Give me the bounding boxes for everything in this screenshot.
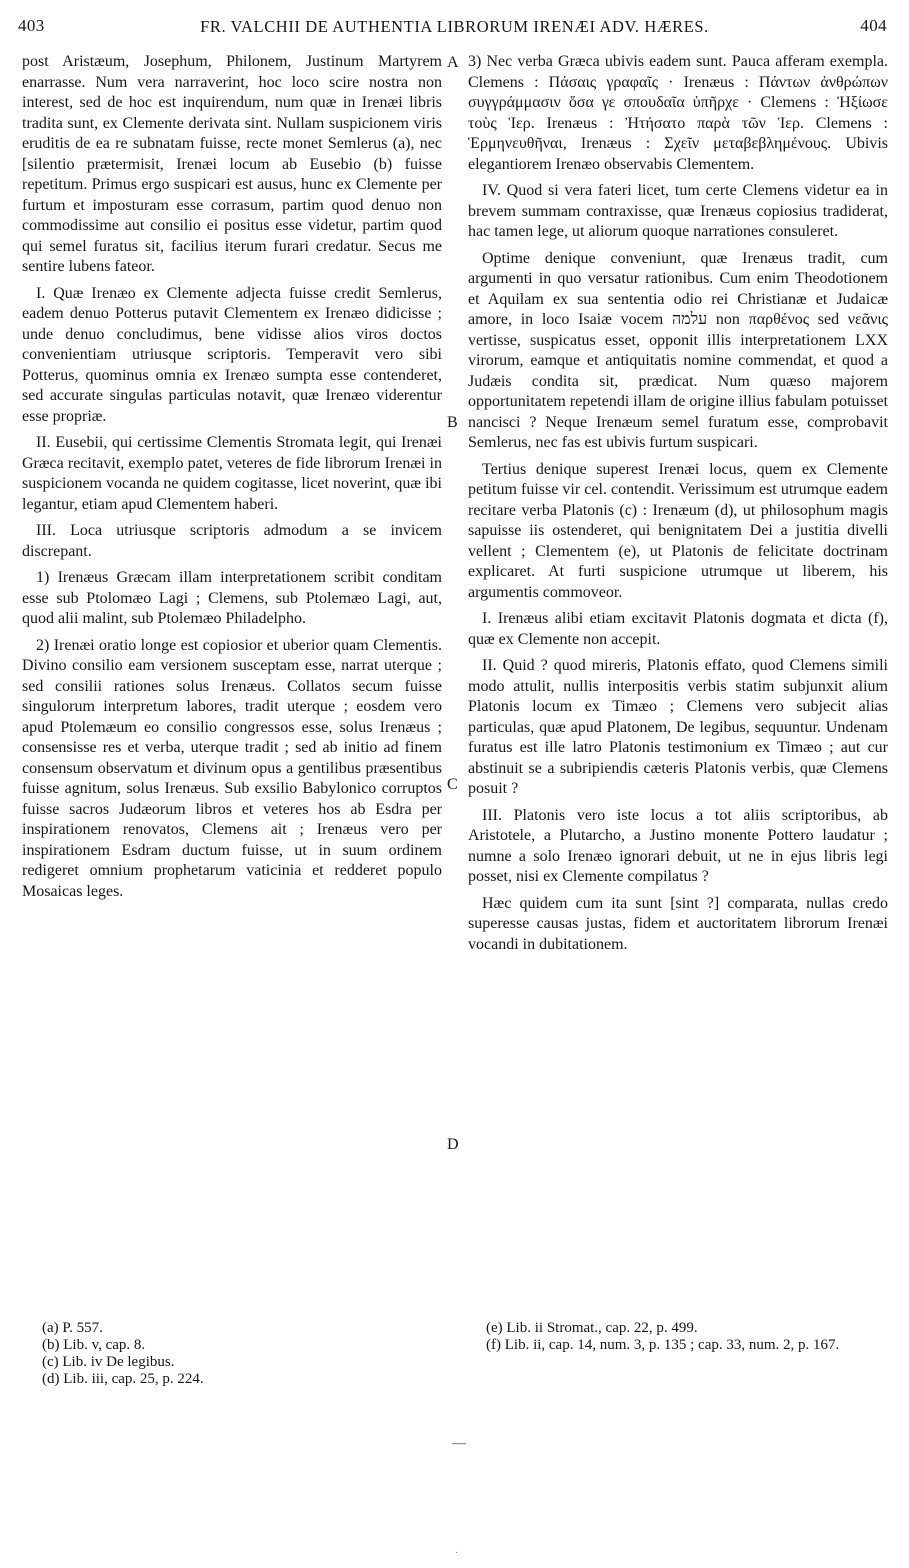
bottom-dash-mark: — [452, 1436, 466, 1451]
paragraph: II. Eusebii, qui certissime Clementis Stromata legit, qui Irenæi Græca recitavit, exemplo patet, veteres de fide librorum Irenæi in suspicionem vocanda ne quidem cogitasse, licet noverint, quæ ibi legantur, etiam apud Clementem haberi. [22, 434, 442, 513]
margin-letter-c: C [447, 776, 458, 793]
footnotes-right [486, 1320, 896, 1354]
paragraph: I. Quæ Irenæo ex Clemente adjecta fuisse credit Semlerus, eadem denuo Potterus putavit Clementem ex Irenæo didicisse ; unde denuo concludimus, bene vidisse alios viros doctos convenientiam utriusque scriptoris. Temperavit vero sibi Potterus, quominus omnia ex Irenæo sumpta esse contenderet, sed accurate singulas particulas notavit, quæ Irenæo viderentur esse propriæ. [22, 284, 442, 425]
footnote: (f) Lib. ii, cap. 14, num. 3, p. 135 ; cap. 33, num. 2, p. 167. [486, 1337, 840, 1353]
paragraph: 1) Irenæus Græcam illam interpretationem scribit conditam esse sub Ptolomæo Lagi ; Clemens, sub Ptolemæo Lagi, aut, quod alii malint, sub Ptolemæo Philadelpho. [22, 569, 442, 627]
paragraph: II. Quid ? quod mireris, Platonis effato, quod Clemens simili modo attulit, nullis interpositis verbis statim subjunxit alium Platonis locum ex Timæo ; Clemens vero subjecit alias particulas, quæ apud Platonem, De legibus, sequuntur. Undenam furatus est ille latro Platonis testimonium ex Timæo ; aut cur abstinuit se a subripiendis cæteris Platonis verbis, quæ Clemens posuit ? [468, 657, 888, 797]
footnote: (e) Lib. ii Stromat., cap. 22, p. 499. [486, 1320, 698, 1336]
margin-letter-a: A [447, 54, 459, 71]
paragraph: Optime denique conveniunt, quæ Irenæus tradit, cum argumenti in quo versatur rationibus. Cum enim Theodotionem et Aquilam ex sua sententia odio rei Christianæ et Judaicæ amore, in loco Isaiæ vocem עלמה non παρθένος sed νεᾶνις vertisse, suspicatus esset, opponit illis interpretationem LXX virorum, eamque et antiquitatis nomine commendat, et quod a Judæis condita sit, prædicat. Num quæso majorem opportunitatem repetendi illam de origine illius fabulam potuisset nancisci ? Neque Irenæum semel furatum esse, comprobavit Semlerus, nec fas est ubivis furtum suspicari. [468, 249, 889, 451]
paragraph: Tertius denique superest Irenæi locus, quem ex Clemente petitum fuisse vir cel. contendit. Verissimum est utrumque eadem recitare verba Platonis (c) : Irenæum (d), ut philosophum magis sapuisse iis ostenderet, qui benignitatem Dei a justitia divelli vellent ; Clementem (e), ut Platonis de felicitate doctrinam explicaret. At furti suspicione utrumque ut liberem, his argumentis commoveor. [468, 460, 888, 601]
margin-letter-d: D [447, 1136, 459, 1153]
paragraph: Hæc quidem cum ita sunt [sint ?] comparata, nullas credo superesse causas justas, fidem et auctoritatem librorum Irenæi vocandi in dubitationem. [468, 894, 888, 953]
paragraph: III. Platonis vero iste locus a tot aliis scriptoribus, ab Aristotele, a Plutarcho, a Justino monente Pottero laudatur ; numne a solo Irenæo ignorari debuit, ut ne in ejus libris legi posset, nisi ex Clemente compilatus ? [468, 806, 888, 885]
margin-letter-b: B [447, 414, 458, 431]
page-number-left: 403 [18, 16, 45, 35]
footnote: (b) Lib. v, cap. 8. [42, 1337, 146, 1353]
bottom-dot-mark: · [455, 1548, 459, 1559]
footnote: (d) Lib. iii, cap. 25, p. 224. [42, 1371, 204, 1387]
paragraph: post Aristæum, Josephum, Philonem, Justinum Martyrem enarrasse. Num vera narraverint, hoc loco scire nostra non interest, sed de hoc est inquirendum, num quæ in Irenæi libris tradita sunt, ex Clemente derivata sint. Nullam suspicionem viris eruditis de ea re subnatam fuisse, recte monet Semlerus (a), nec [silentio prætermisit, Irenæi locum ab Eusebio (b) fuisse repetitum. Primus ergo suspicari est ausus, hunc ex Clemente per furtum et imposturam esse corrasum, partim quod denuo non commodissime aut consilio ei positus esse videtur, partim quod qui semel furatus sit, facilius iterum furari credatur. Secus me sentire lubens fateor. [22, 53, 442, 275]
footnote: (a) P. 557. [42, 1320, 103, 1336]
page-number-right: 404 [860, 16, 887, 35]
right-column [468, 52, 888, 961]
paragraph: 3) Nec verba Græca ubivis eadem sunt. Pauca afferam exempla. Clemens : Πάσαις γραφαῖς · Irenæus : Πάντων ἀνθρώπων συγγράμμασιν ὅσα γε σπουδαῖα ὑπῆρχε · Clemens : Ἠξίωσε τοὺς Ἱερ. Irenæus : Ἠτήσατο παρὰ τῶν Ἱερ. Clemens : Ἑρμηνευθῆναι, Irenæus : Σχεῖν μεταβεβλημένους. Ubivis elegantiorem Irenæo observabis Clementem. [468, 53, 888, 173]
paragraph: IV. Quod si vera fateri licet, tum certe Clemens videtur ea in brevem summam contraxisse, quæ Irenæus copiosius tradiderat, hac tamen lege, ut aliorum quoque narrationes consuleret. [468, 182, 888, 240]
footnotes-left [42, 1320, 422, 1388]
footnote: (c) Lib. iv De legibus. [42, 1354, 175, 1370]
paragraph: I. Irenæus alibi etiam excitavit Platonis dogmata et dicta (f), quæ ex Clemente non accepit. [468, 610, 888, 648]
paragraph: III. Loca utriusque scriptoris admodum a se invicem discrepant. [22, 522, 442, 560]
running-title: FR. VALCHII DE AUTHENTIA LIBRORUM IRENÆI ADV. HÆRES. [200, 17, 709, 36]
left-column [22, 52, 442, 908]
paragraph: 2) Irenæi oratio longe est copiosior et uberior quam Clementis. Divino consilio eam versionem susceptam esse, narrat uterque ; sed consilii rationes solus Irenæus. Collatos secum fuisse singulorum interpretum labores, tradit uterque ; eosdem vero apud Ptolemæum eo consilio congressos esse, solus Irenæus ; consensisse res et verba, uterque tradit ; sed ab initio ad finem consensum observatum et divinum opus a gentilibus præsentibus fuisse agnitum, solus Irenæus. Sub exsilio Babylonico corruptos fuisse sacros Judæorum libros et veteres hos ab Esdra per inspirationem renovatos, Clemens ait ; Irenæus vero per inspirationem Esdram ductum fuisse, ut in suum ordinem redigeret omnium prophetarum vaticinia et redderet populo Mosaicas leges. [22, 636, 442, 900]
